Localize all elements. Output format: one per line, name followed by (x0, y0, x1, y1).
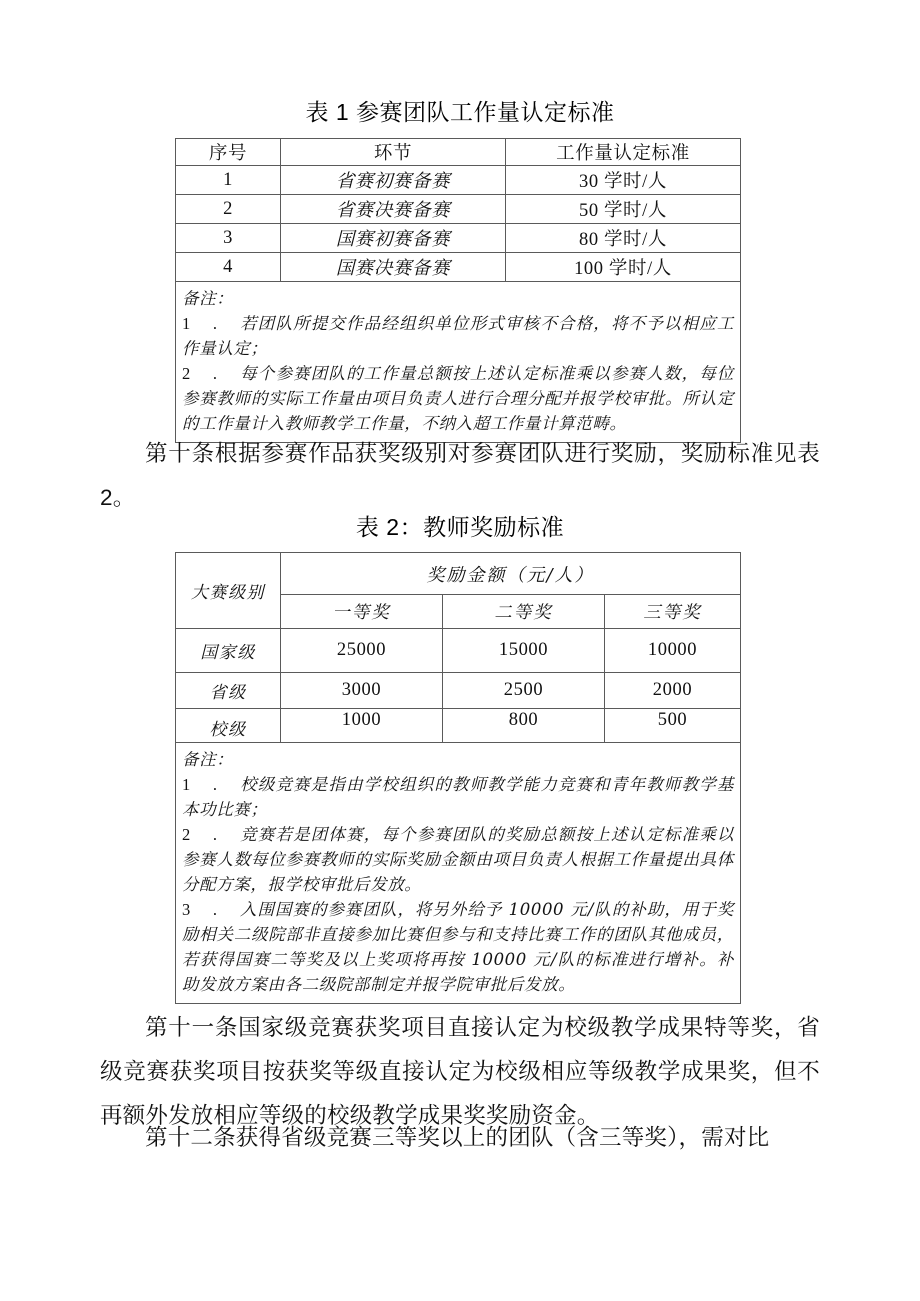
cell-seq: 4 (176, 253, 281, 282)
cell-standard: 50 学时/人 (506, 195, 741, 224)
table2-notes-cell (176, 743, 741, 1004)
column-header-second-prize: 二等奖 (443, 595, 605, 629)
table-row (176, 253, 741, 282)
note-number: 1 (182, 775, 191, 794)
cell-second-prize: 15000 (443, 629, 605, 673)
table-row (176, 224, 741, 253)
cell-third-prize: 2000 (605, 673, 741, 709)
cell-level: 国家级 (176, 629, 281, 673)
paragraph-article-12: 第十二条获得省级竞赛三等奖以上的团队（含三等奖），需对比 (145, 1125, 770, 1150)
note-separator: . (212, 775, 218, 794)
cell-standard: 100 学时/人 (506, 253, 741, 282)
cell-second-prize: 800 (443, 709, 605, 743)
table-row (176, 629, 741, 673)
note-separator: . (212, 825, 218, 844)
table-row (176, 166, 741, 195)
notes-label: 备注： (182, 289, 234, 308)
note-separator: . (212, 364, 218, 383)
note-number: 2 (182, 364, 191, 383)
note-number: 1 (182, 314, 191, 333)
column-header-amount: 奖励金额（元/人） (281, 553, 741, 595)
table1-notes-cell (176, 282, 741, 443)
cell-second-prize: 2500 (443, 673, 605, 709)
table1-title: 表 1 参赛团队工作量认定标准 (305, 99, 615, 125)
note-separator: . (212, 314, 218, 333)
cell-step: 国赛初赛备赛 (281, 224, 506, 253)
note-item (182, 772, 734, 822)
column-header-third-prize: 三等奖 (605, 595, 741, 629)
note-text: 竞赛若是团体赛，每个参赛团队的奖励总额按上述认定标准乘以参赛人数每位参赛教师的实际奖励金额由项目负责人根据工作量提出具体分配方案，报学校审批后发放。 (182, 825, 734, 894)
teacher-award-standard-table (175, 552, 741, 1004)
note-text: 入围国赛的参赛团队，将另外给予 10000 元/队的补助，用于奖励相关二级院部非直接参加比赛但参与和支持比赛工作的团队其他成员，若获得国赛二等奖及以上奖项将再按 10000 元/队的标准进行增补。补助发放方案由各二级院部制定并报学院审批后发放。 (182, 900, 734, 994)
note-item (182, 361, 734, 436)
cell-seq: 1 (176, 166, 281, 195)
table-row (176, 673, 741, 709)
cell-seq: 3 (176, 224, 281, 253)
cell-first-prize: 3000 (281, 673, 443, 709)
cell-step: 省赛初赛备赛 (281, 166, 506, 195)
cell-step: 国赛决赛备赛 (281, 253, 506, 282)
table-row (176, 195, 741, 224)
cell-level: 省级 (176, 673, 281, 709)
table2-title: 表 2：教师奖励标准 (355, 514, 565, 540)
cell-first-prize: 25000 (281, 629, 443, 673)
note-text: 校级竞赛是指由学校组织的教师教学能力竞赛和青年教师教学基本功比赛； (182, 775, 734, 819)
cell-third-prize: 10000 (605, 629, 741, 673)
paragraph-article-10: 第十条根据参赛作品获奖级别对参赛团队进行奖励，奖励标准见表 2。 (100, 441, 820, 510)
column-header-level: 大赛级别 (176, 553, 281, 629)
table-header-row (176, 139, 741, 166)
column-header-standard: 工作量认定标准 (506, 139, 741, 166)
cell-first-prize: 1000 (281, 709, 443, 743)
cell-step: 省赛决赛备赛 (281, 195, 506, 224)
table2-notes-row (176, 743, 741, 1004)
note-text: 每个参赛团队的工作量总额按上述认定标准乘以参赛人数，每位参赛教师的实际工作量由项目负责人进行合理分配并报学校审批。所认定的工作量计入教师教学工作量，不纳入超工作量计算范畴。 (182, 364, 734, 433)
cell-third-prize: 500 (605, 709, 741, 743)
note-text: 若团队所提交作品经组织单位形式审核不合格，将不予以相应工作量认定； (182, 314, 734, 358)
table1-notes-row (176, 282, 741, 443)
paragraph-article-11: 第十一条国家级竞赛获奖项目直接认定为校级教学成果特等奖，省级竞赛获奖项目按获奖等级直接认定为校级相应等级教学成果奖，但不再额外发放相应等级的校级教学成果奖奖励资金。 (100, 1015, 820, 1128)
column-header-step: 环节 (281, 139, 506, 166)
table-row (176, 709, 741, 743)
note-item (182, 822, 734, 897)
cell-seq: 2 (176, 195, 281, 224)
cell-standard: 80 学时/人 (506, 224, 741, 253)
table-header-row-top (176, 553, 741, 595)
note-item (182, 897, 734, 997)
note-number: 3 (182, 900, 191, 919)
cell-standard: 30 学时/人 (506, 166, 741, 195)
note-number: 2 (182, 825, 191, 844)
note-item (182, 311, 734, 361)
column-header-first-prize: 一等奖 (281, 595, 443, 629)
workload-standard-table (175, 138, 741, 443)
cell-level: 校级 (176, 709, 281, 743)
notes-label: 备注： (182, 750, 234, 769)
note-separator: . (212, 900, 218, 919)
column-header-seq: 序号 (176, 139, 281, 166)
